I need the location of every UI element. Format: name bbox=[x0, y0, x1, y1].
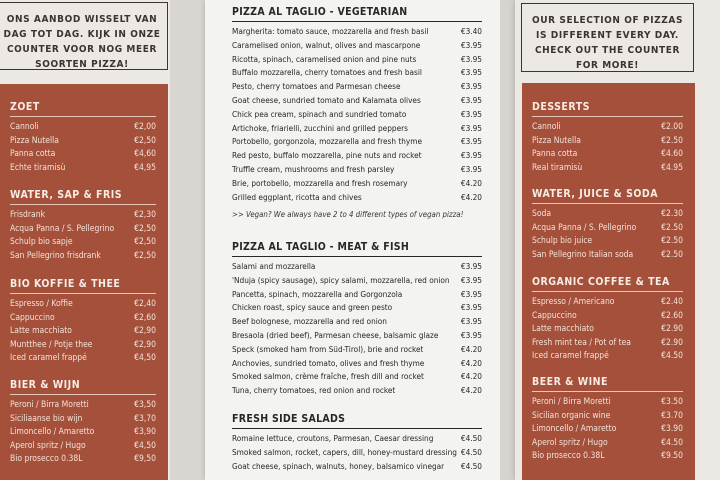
menu-item: Iced caramel frappé €4.50 bbox=[532, 351, 683, 361]
menu-item: Siciliaanse bio wijn €3,70 bbox=[10, 413, 156, 424]
menu-item: Caramelised onion, walnut, olives and mascarpone €3.95 bbox=[232, 39, 482, 50]
menu-item: Goat cheese, sundried tomato and Kalamata olives €3.95 bbox=[232, 94, 482, 105]
menu-item: Limoncello / Amaretto €3,90 bbox=[10, 427, 156, 437]
section-title: PIZZA AL TAGLIO - MEAT & FISH bbox=[232, 240, 482, 257]
menu-item: Espresso / Koffie €2,40 bbox=[10, 299, 156, 309]
menu-item: Latte macchiato €2.90 bbox=[532, 324, 683, 334]
menu-item: Goat cheese, spinach, walnuts, honey, balsamico vinegar €4.50 bbox=[232, 460, 482, 471]
menu-item: Portobello, gorgonzola, mozzarella and fresh thyme €3.95 bbox=[232, 136, 482, 147]
section-title: BIO KOFFIE & THEE bbox=[10, 277, 156, 294]
right-section-desserts bbox=[532, 100, 683, 175]
menu-item: Aperol spritz / Hugo €4,50 bbox=[10, 440, 156, 451]
menu-item: Aperol spritz / Hugo €4.50 bbox=[532, 437, 683, 448]
menu-item: Speck (smoked ham from Süd-Tirol), brie and rocket €4.20 bbox=[232, 343, 482, 354]
menu-item: Cappuccino €2,60 bbox=[10, 312, 156, 323]
menu-item: Muntthee / Potje thee €2,90 bbox=[10, 339, 156, 350]
menu-item: Bresaola (dried beef), Parmesan cheese, balsamic glaze €3.95 bbox=[232, 329, 482, 340]
menu-item: Frisdrank €2,30 bbox=[10, 210, 156, 220]
menu-item: Peroni / Birra Moretti €3,50 bbox=[10, 400, 156, 410]
menu-item: Schulp bio juice €2.50 bbox=[532, 236, 683, 246]
menu-item: Smoked salmon, rocket, capers, dill, honey-mustard dressing €4.50 bbox=[232, 446, 482, 457]
menu-item: Romaine lettuce, croutons, Parmesan, Caesar dressing €4.50 bbox=[232, 433, 482, 443]
right-section-coffee bbox=[532, 275, 683, 364]
menu-item: Acqua Panna / S. Pellegrino €2.50 bbox=[532, 222, 683, 233]
section-title: ZOET bbox=[10, 100, 156, 117]
menu-item: Tuna, cherry tomatoes, red onion and rocket €4.20 bbox=[232, 385, 482, 396]
menu-item: Espresso / Americano €2.40 bbox=[532, 297, 683, 307]
menu-item: Cannoli €2.00 bbox=[532, 122, 683, 132]
menu-item: Panna cotta €4,60 bbox=[10, 149, 156, 159]
menu-item: Bio prosecco 0.38L €9,50 bbox=[10, 454, 156, 464]
menu-item: Peroni / Birra Moretti €3.50 bbox=[532, 397, 683, 407]
menu-item: Pancetta, spinach, mozzarella and Gorgonzola €3.95 bbox=[232, 288, 482, 299]
menu-item: Sicilian organic wine €3.70 bbox=[532, 410, 683, 421]
menu-item: Red pesto, buffalo mozzarella, pine nuts and rocket €3.95 bbox=[232, 150, 482, 161]
menu-item: Beef bolognese, mozzarella and red onion €3.95 bbox=[232, 316, 482, 327]
left-notice-box: ONS AANBOD WISSELT VAN DAG TOT DAG. KIJK IN ONZE COUNTER VOOR NOG MEER SOORTEN PIZZA! bbox=[0, 2, 168, 70]
sheet-gap-right bbox=[500, 0, 515, 480]
menu-item: Grilled eggplant, ricotta and chives €4.20 bbox=[232, 191, 482, 202]
section-title: PIZZA AL TAGLIO - VEGETARIAN bbox=[232, 5, 482, 22]
menu-item: Bio prosecco 0.38L €9.50 bbox=[532, 451, 683, 461]
menu-item: Buffalo mozzarella, cherry tomatoes and fresh basil €3.95 bbox=[232, 67, 482, 78]
middle-section-salads bbox=[232, 412, 482, 473]
vegan-note: >> Vegan? We always have 2 to 4 different types of vegan pizza! bbox=[232, 210, 464, 220]
menu-item: Pizza Nutella €2.50 bbox=[532, 135, 683, 146]
menu-item: Acqua Panna / S. Pellegrino €2,50 bbox=[10, 223, 156, 234]
menu-item: 'Nduja (spicy sausage), spicy salami, mozzarella, red onion €3.95 bbox=[232, 274, 482, 285]
menu-item: Chicken roast, spicy sauce and green pesto €3.95 bbox=[232, 302, 482, 313]
right-section-water bbox=[532, 187, 683, 262]
middle-section-vegetarian bbox=[232, 5, 482, 221]
left-section-zoet bbox=[10, 100, 156, 175]
menu-item: Limoncello / Amaretto €3.90 bbox=[532, 424, 683, 434]
left-drinks-panel bbox=[0, 84, 168, 480]
right-notice-box: OUR SELECTION OF PIZZAS IS DIFFERENT EVERY DAY. CHECK OUT THE COUNTER FOR MORE! bbox=[521, 3, 694, 72]
right-drinks-panel bbox=[522, 83, 695, 480]
menu-item: Echte tiramisù €4,95 bbox=[10, 162, 156, 173]
menu-item: San Pellegrino frisdrank €2,50 bbox=[10, 250, 156, 261]
section-title: WATER, SAP & FRIS bbox=[10, 188, 156, 205]
menu-item: Brie, portobello, mozzarella and fresh rosemary €4.20 bbox=[232, 177, 482, 188]
left-section-koffie bbox=[10, 277, 156, 366]
menu-item: Latte macchiato €2,90 bbox=[10, 326, 156, 336]
menu-item: Truffle cream, mushrooms and fresh parsley €3.95 bbox=[232, 163, 482, 174]
menu-item: Soda €2.30 bbox=[532, 209, 683, 219]
menu-item: Cannoli €2,00 bbox=[10, 122, 156, 132]
menu-item: Schulp bio sapje €2,50 bbox=[10, 237, 156, 247]
section-title: FRESH SIDE SALADS bbox=[232, 412, 482, 429]
menu-item: Cappuccino €2.60 bbox=[532, 310, 683, 321]
menu-item: Smoked salmon, crème fraîche, fresh dill and rocket €4.20 bbox=[232, 371, 482, 382]
menu-item: Iced caramel frappé €4,50 bbox=[10, 353, 156, 363]
menu-item: Pizza Nutella €2,50 bbox=[10, 135, 156, 146]
menu-item: Pesto, cherry tomatoes and Parmesan cheese €3.95 bbox=[232, 81, 482, 92]
menu-item: San Pellegrino Italian soda €2.50 bbox=[532, 249, 683, 260]
section-title: ORGANIC COFFEE & TEA bbox=[532, 275, 683, 292]
menu-item: Artichoke, friarielli, zucchini and grilled peppers €3.95 bbox=[232, 122, 482, 133]
section-title: WATER, JUICE & SODA bbox=[532, 187, 683, 204]
sheet-gap-left bbox=[170, 0, 205, 480]
menu-item: Chick pea cream, spinach and sundried tomato €3.95 bbox=[232, 108, 482, 119]
menu-item: Ricotta, spinach, caramelised onion and pine nuts €3.95 bbox=[232, 53, 482, 64]
menu-item: Margherita: tomato sauce, mozzarella and fresh basil €3.40 bbox=[232, 26, 482, 36]
menu-item: Real tiramisù €4.95 bbox=[532, 162, 683, 173]
menu-item: Anchovies, sundried tomato, olives and fresh thyme €4.20 bbox=[232, 357, 482, 368]
left-section-bier bbox=[10, 378, 156, 467]
left-section-water bbox=[10, 188, 156, 263]
menu-item: Fresh mint tea / Pot of tea €2.90 bbox=[532, 337, 683, 348]
section-title: BEER & WINE bbox=[532, 375, 683, 392]
middle-section-meat-fish bbox=[232, 240, 482, 398]
menu-item: Salami and mozzarella €3.95 bbox=[232, 261, 482, 271]
section-title: DESSERTS bbox=[532, 100, 683, 117]
section-title: BIER & WIJN bbox=[10, 378, 156, 395]
menu-item: Panna cotta €4.60 bbox=[532, 149, 683, 159]
right-section-beer bbox=[532, 375, 683, 464]
